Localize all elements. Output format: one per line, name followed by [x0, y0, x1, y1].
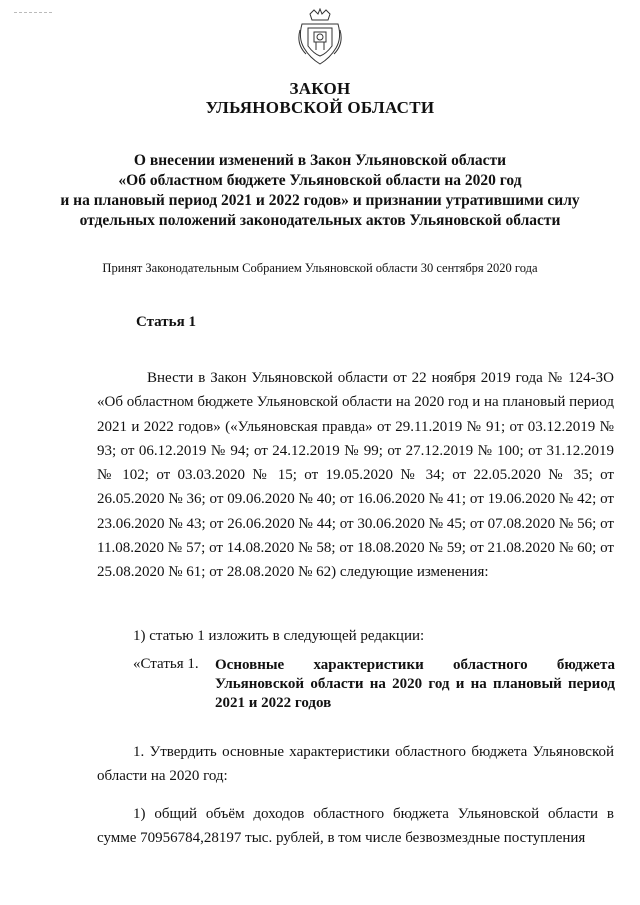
article-heading: Статья 1: [136, 314, 196, 330]
subject-line2: «Об областном бюджете Ульяновской области на 2020 год: [118, 172, 522, 189]
subject-line1: О внесении изменений в Закон Ульяновской области: [133, 152, 507, 169]
scan-mark: [14, 12, 52, 13]
law-title-line2: УЛЬЯНОВСКОЙ ОБЛАСТИ: [205, 98, 435, 117]
paragraph-revenue: 1) общий объём доходов областного бюджета Ульяновской области в сумме 70956784,28197 тыс. рублей, в том числе безвозмездные поступления: [97, 806, 614, 847]
quoted-article-title: Основные характеристики областного бюджета Ульяновской области на 2020 год и на плановый период 2021 и 2022 годов: [215, 657, 615, 711]
subject-line4: отдельных положений законодательных актов Ульяновской области: [79, 212, 561, 229]
subject-line3: и на плановый период 2021 и 2022 годов» и признании утратившими силу: [60, 192, 580, 209]
law-title-line1: ЗАКОН: [289, 79, 351, 98]
paragraph-approve: 1. Утвердить основные характеристики областного бюджета Ульяновской области на 2020 год:: [97, 744, 614, 785]
law-title: [0, 79, 640, 117]
list-item-1: 1) статью 1 изложить в следующей редакции:: [133, 628, 425, 644]
law-subject: [0, 151, 640, 231]
coat-of-arms-icon: [296, 8, 344, 71]
quoted-article-number: «Статья 1.: [133, 656, 199, 672]
adoption-note: Принят Законодательным Собранием Ульяновской области 30 сентября 2020 года: [102, 261, 538, 275]
paragraph-amendments: Внести в Закон Ульяновской области от 22 ноября 2019 года № 124-ЗО «Об областном бюджете Ульяновской области на 2020 год и на плановый период 2021 и 2022 годов» («Ульяновская правда» от 29.11.2019 № 91; от 03.12.2019 № 93; от 06.12.2019 № 94; от 24.12.2019 № 99; от 27.12.2019 № 100; от 31.12.2019 № 102; от 03.03.2020 № 15; от 19.05.2020 № 34; от 22.05.2020 № 35; от 26.05.2020 № 36; от 09.06.2020 № 40; от 16.06.2020 № 41; от 19.06.2020 № 42; от 23.06.2020 № 43; от 26.06.2020 № 44; от 30.06.2020 № 45; от 07.08.2020 № 56; от 11.08.2020 № 57; от 14.08.2020 № 58; от 18.08.2020 № 59; от 21.08.2020 № 60; от 25.08.2020 № 61; от 28.08.2020 № 62) следующие изменения:: [97, 370, 615, 581]
